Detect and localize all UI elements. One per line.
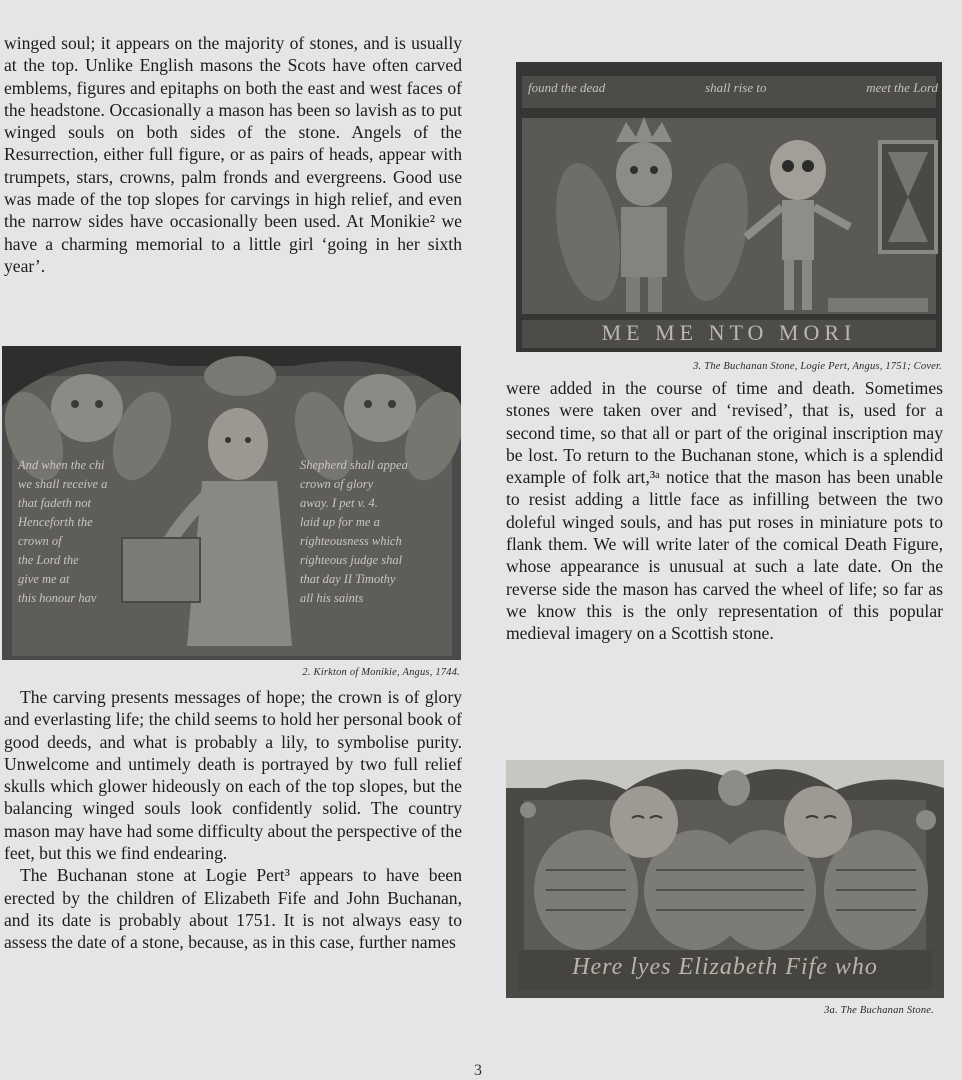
paragraph-continued: were added in the course of time and death. Sometimes stones were taken over and ‘revised’, that is, used for a second time, so that all or part of the original inscription may be lost. To return to the Buchanan stone, which is a splendid example of folk art,³ᵃ notice that the mason has been unable to resist adding a little face as infilling between the two doleful winged souls, and has put roses in miniature pots to flank them. We will write later of the comical Death Figure, whose appearance is unusual at such a late date. On the reverse side the mason has carved the wheel of life; so far as we know this is the only representation of this popular medieval imagery on a Scottish stone. [506, 378, 943, 644]
figure-buchanan-stone-photo [516, 62, 942, 352]
figure-monikie-stone-photo [2, 346, 461, 660]
right-column-text [506, 377, 943, 645]
band-text: found the dead [528, 80, 606, 95]
monikie-inscription-left [18, 456, 178, 608]
left-column-lower-text [4, 686, 462, 954]
left-column-intro-text [4, 32, 462, 277]
inscription-line: all his saints [300, 591, 364, 605]
paragraph-intro: winged soul; it appears on the majority of stones, and is usually at the top. Unlike English masons the Scots have often carved emblems, figures and epitaphs on both the east and west faces of the headstone. Occasionally a mason has been so lavish as to put winged souls on both sides of the stone. Angels of the Resurrection, either full figure, or as pairs of heads, appear with trumpets, stars, crowns, palm fronds and evergreens. Good use was made of the top slopes for carvings in high relief, and even the narrow sides have occasionally been used. At Monikie² we have a charming memorial to a little girl ‘going in her sixth year’. [4, 33, 462, 276]
band-text: shall rise to [705, 80, 767, 95]
inscription-line: the Lord the [18, 553, 79, 567]
inscription-line: give me at [18, 572, 70, 586]
inscription-line: crown of [18, 534, 62, 548]
inscription-line: righteous judge shal [300, 553, 403, 567]
paragraph-buchanan-stone: The Buchanan stone at Logie Pert³ appears to have been erected by the children of Elizabeth Fife and John Buchanan, and its date is probably about 1751. It is not always easy to assess the date of a stone, because, as in this case, further names [4, 865, 462, 953]
inscription-line: that fadeth not [18, 496, 91, 510]
figure-buchanan-stone-top-photo [506, 760, 944, 998]
inscription-line: laid up for me a [300, 515, 380, 529]
buchanan-memento-mori-band: ME ME NTO MORI [601, 320, 857, 345]
inscription-line: And when the chi [18, 458, 105, 472]
inscription-line: that day II Timothy [300, 572, 396, 586]
inscription-line: Shepherd shall appea [300, 458, 408, 472]
inscription-line: away. I pet v. 4. [300, 496, 378, 510]
monikie-inscription-right [300, 456, 458, 608]
figure-3a-caption: 3a. The Buchanan Stone. [824, 1005, 934, 1016]
figure-2-caption: 2. Kirkton of Monikie, Angus, 1744. [302, 667, 460, 678]
buchanan-top-inscription: Here lyes Elizabeth Fife who [572, 954, 878, 980]
inscription-line: crown of glory [300, 477, 374, 491]
inscription-line: we shall receive a [18, 477, 108, 491]
band-text: meet the Lord [866, 80, 938, 95]
paragraph-carving: The carving presents messages of hope; the crown is of glory and everlasting life; the child seems to hold her personal book of good deeds, and what is probably a lily, to symbolise purity. Unwelcome and untimely death is portrayed by two full relief skulls which glower hideously on each of the top slopes, but the balancing winged souls look confidently solid. The country mason may have had some difficulty about the perspective of the feet, but this we find endearing. [4, 687, 462, 864]
inscription-line: this honour hav [18, 591, 97, 605]
figure-3-caption: 3. The Buchanan Stone, Logie Pert, Angus, 1751; Cover. [693, 361, 942, 372]
inscription-line: righteousness which [300, 534, 402, 548]
inscription-line: Henceforth the [18, 515, 93, 529]
page-number: 3 [474, 1062, 482, 1079]
buchanan-top-band-text [528, 80, 938, 96]
